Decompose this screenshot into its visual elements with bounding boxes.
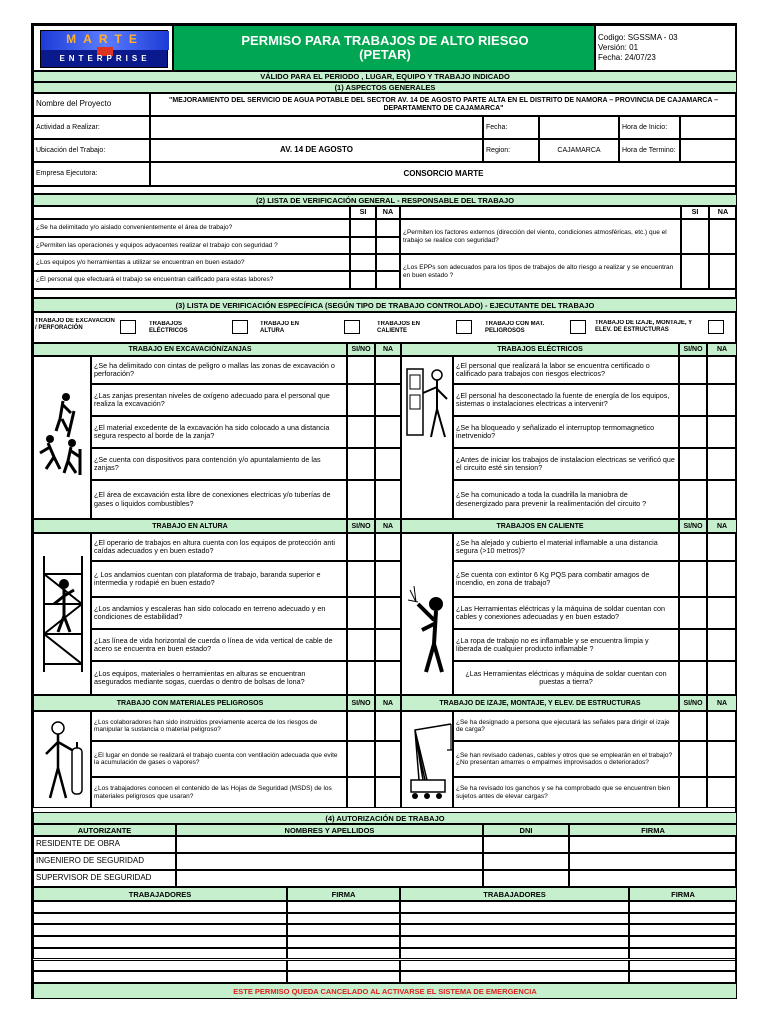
workers-signature-header: FIRMA bbox=[629, 887, 737, 901]
s2-question: ¿El personal que efectuará el trabajo se encuentran calificado para estas labores? bbox=[33, 271, 350, 289]
worker-signature-field[interactable] bbox=[629, 971, 737, 983]
auth-col-header: AUTORIZANTE bbox=[33, 824, 176, 836]
na-checkbox[interactable] bbox=[707, 561, 737, 597]
permit-form bbox=[31, 23, 737, 999]
location-value: AV. 14 DE AGOSTO bbox=[150, 139, 483, 162]
scaffold-worker-icon bbox=[40, 554, 86, 674]
workers-signature-header: FIRMA bbox=[287, 887, 400, 901]
sino-checkbox[interactable] bbox=[347, 448, 375, 480]
s2-question: ¿Los EPPs son adecuados para los tipos de trabajos de alto riesgo a realizar y se encuentran en buen estado ? bbox=[400, 254, 681, 289]
s2-si-checkbox[interactable] bbox=[681, 254, 709, 289]
s2-na-checkbox[interactable] bbox=[376, 219, 400, 237]
type-electrical-checkbox[interactable] bbox=[232, 320, 248, 334]
type-hot-label: TRABAJOS EN CALIENTE bbox=[377, 321, 421, 334]
type-height-checkbox[interactable] bbox=[344, 320, 360, 334]
excavation-question: ¿Se ha delimitado con cintas de peligro o mallas las zonas de excavación o perforación? bbox=[91, 356, 347, 384]
na-checkbox[interactable] bbox=[707, 480, 737, 519]
s2-question: ¿Permiten las operaciones y equipos adyacentes realizar el trabajo con seguridad ? bbox=[33, 237, 350, 254]
work-type-selector bbox=[33, 312, 737, 343]
excavation-illustration-cell bbox=[33, 356, 91, 519]
na-checkbox[interactable] bbox=[707, 777, 737, 808]
sino-header: SI/NO bbox=[679, 343, 707, 356]
sino-checkbox[interactable] bbox=[347, 480, 375, 519]
hot-question: ¿Las Herramientas eléctricas y la máquina de soldar cuentan con cables y conexiones adecuadas y en buen estado? bbox=[453, 597, 679, 629]
excavation-question: ¿El material excedente de la excavación ha sido colocado a una distancia segura respecto al borde de la zanja? bbox=[91, 416, 347, 448]
height-question: ¿Los andamios y escaleras han sido colocado en terreno adecuado y en condiciones de estabilidad? bbox=[91, 597, 347, 629]
authorizer-dni-field[interactable] bbox=[483, 870, 569, 887]
worker-signature-field[interactable] bbox=[287, 936, 400, 948]
electrical-question: ¿Se ha bloqueado y señalizado el interruptop termomagnetico inetrvenido? bbox=[453, 416, 679, 448]
sino-checkbox[interactable] bbox=[347, 629, 375, 661]
worker-signature-field[interactable] bbox=[629, 913, 737, 925]
names-col-header: NOMBRES Y APELLIDOS bbox=[176, 824, 483, 836]
s2-na-checkbox[interactable] bbox=[709, 219, 737, 254]
na-checkbox[interactable] bbox=[375, 416, 401, 448]
lifting-question: ¿Se han revisado cadenas, cables y otros que se emplearán en el trabajo? ¿No presentan amarres o empalmes improvisados o deteriorados? bbox=[453, 741, 679, 777]
worker-name-field[interactable] bbox=[33, 971, 287, 983]
na-checkbox[interactable] bbox=[375, 448, 401, 480]
section1-title: (1) ASPECTOS GENERALES bbox=[33, 82, 737, 93]
project-value: "MEJORAMIENTO DEL SERVICIO DE AGUA POTABLE DEL SECTOR AV. 14 DE AGOSTO PARTE ALTA EN EL DISTRITO DE NAMORA – PROVINCIA DE CAJAMARCA – DEPARTAMENTO DE CAJAMARCA" bbox=[150, 93, 737, 116]
hot-question: ¿Las Herramientas eléctricas y máquina de soldar cuentan con puestas a tierra? bbox=[453, 661, 679, 695]
sino-checkbox[interactable] bbox=[347, 741, 375, 777]
s2-na-checkbox[interactable] bbox=[376, 237, 400, 254]
electrical-question: ¿Se ha comunicado a toda la cuadrilla la maniobra de desenergizado para prevenir la realimentación del circuito ? bbox=[453, 480, 679, 519]
worker-signature-field[interactable] bbox=[287, 913, 400, 925]
type-excavation-checkbox[interactable] bbox=[120, 320, 136, 334]
na-checkbox[interactable] bbox=[375, 777, 401, 808]
sino-checkbox[interactable] bbox=[679, 597, 707, 629]
na-checkbox[interactable] bbox=[707, 597, 737, 629]
section3-title: (3) LISTA DE VERIFICACIÓN ESPECÍFICA (SEGÚN TIPO DE TRABAJO CONTROLADO) - EJECUTANTE DEL TRABAJO bbox=[33, 298, 737, 312]
type-excavation-label: TRABAJO DE EXCAVACIÓN / PERFORACIÓN bbox=[35, 318, 115, 331]
s2-question: ¿Permiten los factores externos (dirección del viento, condiciones atmosféricas, etc.) que el trabajo se realice con seguridad? bbox=[400, 219, 681, 254]
doc-control-cell bbox=[595, 25, 737, 71]
lifting-illustration-cell bbox=[401, 711, 453, 808]
authorizer-name-field[interactable] bbox=[176, 853, 483, 870]
title-cell bbox=[173, 25, 595, 71]
authorizer-signature-field[interactable] bbox=[569, 853, 737, 870]
na-checkbox[interactable] bbox=[375, 384, 401, 416]
worker-name-field[interactable] bbox=[400, 901, 629, 913]
logo-bottom-text: ENTERPRISE bbox=[59, 55, 151, 63]
na-checkbox[interactable] bbox=[707, 384, 737, 416]
sino-checkbox[interactable] bbox=[347, 384, 375, 416]
type-height-label: TRABAJO EN ALTURA bbox=[260, 321, 300, 334]
doc-date: Fecha: 24/07/23 bbox=[598, 54, 656, 62]
excavation-question: ¿Se cuenta con dispositivos para contención y/o apuntalamiento de las zanjas? bbox=[91, 448, 347, 480]
s2-na-header-right: NA bbox=[709, 206, 737, 219]
s2-si-checkbox[interactable] bbox=[350, 219, 376, 237]
worker-name-field[interactable] bbox=[400, 924, 629, 936]
s2-si-checkbox[interactable] bbox=[350, 254, 376, 271]
s2-right-header-blank bbox=[400, 206, 681, 219]
hot-illustration-cell bbox=[401, 533, 453, 695]
electrical-illustration-cell bbox=[401, 356, 453, 519]
excavation-title: TRABAJO EN EXCAVACIÓN/ZANJAS bbox=[33, 343, 347, 356]
height-title: TRABAJO EN ALTURA bbox=[33, 519, 347, 533]
electrical-question: ¿El personal ha desconectado la fuente de energía de los equipos, sistemas o instalaciones electricas a intervenir? bbox=[453, 384, 679, 416]
authorizer-signature-field[interactable] bbox=[569, 870, 737, 887]
region-value: CAJAMARCA bbox=[539, 139, 619, 162]
s2-si-header-right: SI bbox=[681, 206, 709, 219]
worker-name-field[interactable] bbox=[33, 960, 287, 972]
excavation-question: ¿Las zanjas presentan niveles de oxígeno adecuado para el personal que realiza la excavación? bbox=[91, 384, 347, 416]
na-checkbox[interactable] bbox=[707, 356, 737, 384]
na-checkbox[interactable] bbox=[375, 661, 401, 695]
authorizer-signature-field[interactable] bbox=[569, 836, 737, 853]
date-field[interactable] bbox=[539, 116, 619, 139]
na-checkbox[interactable] bbox=[375, 480, 401, 519]
na-checkbox[interactable] bbox=[707, 711, 737, 741]
worker-name-field[interactable] bbox=[400, 960, 629, 972]
sino-header: SI/NO bbox=[679, 695, 707, 711]
type-electrical-label: TRABAJOS ELÉCTRICOS bbox=[149, 321, 188, 334]
na-header: NA bbox=[707, 695, 737, 711]
na-header: NA bbox=[707, 343, 737, 356]
worker-name-field[interactable] bbox=[400, 913, 629, 925]
na-checkbox[interactable] bbox=[375, 741, 401, 777]
hot-question: ¿La ropa de trabajo no es inflamable y se encuentra limpia y liberada de cualquier producto inflamable ? bbox=[453, 629, 679, 661]
type-hazmat-checkbox[interactable] bbox=[570, 320, 586, 334]
spacer-row bbox=[33, 186, 737, 194]
activity-field[interactable] bbox=[150, 116, 483, 139]
hot-title: TRABAJOS EN CALIENTE bbox=[401, 519, 679, 533]
dni-col-header: DNI bbox=[483, 824, 569, 836]
type-lifting-label: TRABAJO DE IZAJE, MONTAJE, Y ELEV. DE ESTRUCTURAS bbox=[595, 320, 693, 333]
start-time-label: Hora de Inicio: bbox=[619, 116, 680, 139]
na-header: NA bbox=[707, 519, 737, 533]
start-time-field[interactable] bbox=[680, 116, 737, 139]
lifting-title: TRABAJO DE IZAJE, MONTAJE, Y ELEV. DE ESTRUCTURAS bbox=[401, 695, 679, 711]
worker-signature-field[interactable] bbox=[629, 901, 737, 913]
authorizer-role: SUPERVISOR DE SEGURIDAD bbox=[33, 870, 176, 887]
sino-checkbox[interactable] bbox=[679, 561, 707, 597]
region-label: Region: bbox=[483, 139, 539, 162]
section4-title: (4) AUTORIZACIÓN DE TRABAJO bbox=[33, 812, 737, 824]
excavation-question: ¿El área de excavación esta libre de conexiones electricas y/o tuberías de gases o liquidos combustibles? bbox=[91, 480, 347, 519]
s2-na-header-left: NA bbox=[376, 206, 400, 219]
doc-code: Codigo: SGSSMA - 03 bbox=[598, 34, 678, 42]
sino-header: SI/NO bbox=[679, 519, 707, 533]
sino-checkbox[interactable] bbox=[679, 384, 707, 416]
lifting-question: ¿Se ha revisado los ganchos y se ha comprobado que se encuentren bien sujetos antes de elevar cargas? bbox=[453, 777, 679, 808]
authorizer-role: RESIDENTE DE OBRA bbox=[33, 836, 176, 853]
sino-checkbox[interactable] bbox=[679, 661, 707, 695]
sino-checkbox[interactable] bbox=[679, 448, 707, 480]
sino-header: SI/NO bbox=[347, 343, 375, 356]
hazmat-worker-icon bbox=[42, 718, 86, 802]
type-hazmat-label: TRABAJO CON MAT. PELIGROSOS bbox=[485, 321, 545, 334]
form-subtitle: (PETAR) bbox=[359, 48, 411, 62]
na-checkbox[interactable] bbox=[707, 661, 737, 695]
worker-signature-field[interactable] bbox=[629, 924, 737, 936]
location-label: Ubicación del Trabajo: bbox=[33, 139, 150, 162]
worker-signature-field[interactable] bbox=[287, 960, 400, 972]
height-question: ¿Las línea de vida horizontal de cuerda o línea de vida vertical de cable de acero se encuentra en buen estado? bbox=[91, 629, 347, 661]
authorizer-role: INGENIERO DE SEGURIDAD bbox=[33, 853, 176, 870]
emergency-footer: ESTE PERMISO QUEDA CANCELADO AL ACTIVARSE EL SISTEMA DE EMERGENCIA bbox=[33, 983, 737, 999]
worker-signature-field[interactable] bbox=[287, 971, 400, 983]
s2-si-checkbox[interactable] bbox=[681, 219, 709, 254]
hazmat-question: ¿Los trabajadores conocen el contenido de las Hojas de Seguridad (MSDS) de los materiales peligrosos que usaran? bbox=[91, 777, 347, 808]
crane-icon bbox=[405, 720, 453, 800]
sino-checkbox[interactable] bbox=[679, 629, 707, 661]
worker-name-field[interactable] bbox=[400, 936, 629, 948]
worker-signature-field[interactable] bbox=[629, 936, 737, 948]
s2-question: ¿Los equipos y/o herramientas a utilizar se encuentran en buen estado? bbox=[33, 254, 350, 271]
sino-checkbox[interactable] bbox=[347, 597, 375, 629]
height-question: ¿ Los andamios cuentan con plataforma de trabajo, baranda superior e intermedia y rodapié en buen estado? bbox=[91, 561, 347, 597]
na-checkbox[interactable] bbox=[707, 416, 737, 448]
s2-si-checkbox[interactable] bbox=[350, 237, 376, 254]
hazmat-question: ¿El lugar en donde se realizará el trabajo cuenta con ventilación adecuada que evite la acumulación de gases o vapores? bbox=[91, 741, 347, 777]
welder-icon bbox=[406, 584, 450, 674]
electrical-question: ¿El personal que realizará la labor se encuentra certificado o calificado para trabajos con riesgos electricos? bbox=[453, 356, 679, 384]
company-logo bbox=[40, 30, 168, 68]
s2-na-checkbox[interactable] bbox=[376, 271, 400, 289]
na-checkbox[interactable] bbox=[707, 741, 737, 777]
worker-name-field[interactable] bbox=[33, 924, 287, 936]
worker-name-field[interactable] bbox=[33, 936, 287, 948]
company-value: CONSORCIO MARTE bbox=[150, 162, 737, 186]
workers-col-header: TRABAJADORES bbox=[33, 887, 287, 901]
s2-question: ¿Se ha delimitado y/o aislado convenientemente el área de trabajo? bbox=[33, 219, 350, 237]
sino-checkbox[interactable] bbox=[679, 356, 707, 384]
s2-na-checkbox[interactable] bbox=[709, 254, 737, 289]
date-label: Fecha: bbox=[483, 116, 539, 139]
hazmat-question: ¿Los colaboradores han sido instruidos previamente acerca de los riesgos de manipular la sustancia o material peligroso? bbox=[91, 711, 347, 741]
sino-checkbox[interactable] bbox=[347, 777, 375, 808]
sino-checkbox[interactable] bbox=[347, 356, 375, 384]
na-checkbox[interactable] bbox=[375, 629, 401, 661]
hazmat-title: TRABAJO CON MATERIALES PELIGROSOS bbox=[33, 695, 347, 711]
lifting-question: ¿Se ha designado a persona que ejecutará las señales para dirigir el izaje de carga? bbox=[453, 711, 679, 741]
hot-question: ¿Se cuenta con extintor 6 Kg PQS para combatir amagos de incendio, en zona de trabajo? bbox=[453, 561, 679, 597]
worker-name-field[interactable] bbox=[33, 948, 287, 960]
s2-left-header-blank bbox=[33, 206, 350, 219]
na-checkbox[interactable] bbox=[707, 629, 737, 661]
s2-si-header-left: SI bbox=[350, 206, 376, 219]
sino-checkbox[interactable] bbox=[347, 533, 375, 561]
sino-checkbox[interactable] bbox=[679, 741, 707, 777]
doc-version: Versión: 01 bbox=[598, 44, 639, 52]
authorizer-name-field[interactable] bbox=[176, 836, 483, 853]
height-question: ¿El operario de trabajos en altura cuenta con los equipos de protección anti caídas adecuados y en buen estado? bbox=[91, 533, 347, 561]
worker-name-field[interactable] bbox=[33, 901, 287, 913]
end-time-field[interactable] bbox=[680, 139, 737, 162]
worker-signature-field[interactable] bbox=[629, 960, 737, 972]
authorizer-dni-field[interactable] bbox=[483, 836, 569, 853]
electrical-question: ¿Antes de iniciar los trabajos de instalacion electricas se verificó que el circuito esté sin tension? bbox=[453, 448, 679, 480]
na-checkbox[interactable] bbox=[375, 711, 401, 741]
sino-checkbox[interactable] bbox=[679, 416, 707, 448]
company-label: Empresa Ejecutora: bbox=[33, 162, 150, 186]
logo-top-text: MARTE bbox=[66, 33, 144, 46]
sino-checkbox[interactable] bbox=[347, 561, 375, 597]
electrical-title: TRABAJOS ELÉCTRICOS bbox=[401, 343, 679, 356]
worker-name-field[interactable] bbox=[400, 948, 629, 960]
na-checkbox[interactable] bbox=[375, 533, 401, 561]
end-time-label: Hora de Termino: bbox=[619, 139, 680, 162]
na-checkbox[interactable] bbox=[707, 533, 737, 561]
spacer-row bbox=[33, 289, 737, 298]
sino-checkbox[interactable] bbox=[679, 711, 707, 741]
na-header: NA bbox=[375, 343, 401, 356]
sino-checkbox[interactable] bbox=[679, 533, 707, 561]
form-title: PERMISO PARA TRABAJOS DE ALTO RIESGO bbox=[241, 34, 529, 48]
worker-signature-field[interactable] bbox=[287, 924, 400, 936]
hazmat-illustration-cell bbox=[33, 711, 91, 808]
na-header: NA bbox=[375, 519, 401, 533]
project-label: Nombre del Proyecto bbox=[33, 93, 150, 116]
sino-checkbox[interactable] bbox=[679, 777, 707, 808]
sino-checkbox[interactable] bbox=[679, 480, 707, 519]
authorizer-name-field[interactable] bbox=[176, 870, 483, 887]
workers-col-header: TRABAJADORES bbox=[400, 887, 629, 901]
type-lifting-checkbox[interactable] bbox=[708, 320, 724, 334]
worker-name-field[interactable] bbox=[400, 971, 629, 983]
authorizer-dni-field[interactable] bbox=[483, 853, 569, 870]
na-checkbox[interactable] bbox=[375, 356, 401, 384]
sino-header: SI/NO bbox=[347, 695, 375, 711]
worker-signature-field[interactable] bbox=[629, 948, 737, 960]
na-checkbox[interactable] bbox=[707, 448, 737, 480]
hot-question: ¿Se ha alejado y cubierto el material inflamable a una distancia segura (>10 metros)? bbox=[453, 533, 679, 561]
type-hot-checkbox[interactable] bbox=[456, 320, 472, 334]
sino-checkbox[interactable] bbox=[347, 711, 375, 741]
worker-signature-field[interactable] bbox=[287, 901, 400, 913]
section2-title: (2) LISTA DE VERIFICACIÓN GENERAL - RESPONSABLE DEL TRABAJO bbox=[33, 194, 737, 206]
electrician-icon bbox=[405, 365, 451, 445]
height-illustration-cell bbox=[33, 533, 91, 695]
validity-banner: VÁLIDO PARA EL PERIODO , LUGAR, EQUIPO Y TRABAJO INDICADO bbox=[33, 71, 737, 82]
height-question: ¿Los equipos, materiales o herramientas en alturas se encuentran asegurados mediante sogas, cuerdas o dentro de bolsas de lona? bbox=[91, 661, 347, 695]
na-header: NA bbox=[375, 695, 401, 711]
na-checkbox[interactable] bbox=[375, 597, 401, 629]
logo-cell bbox=[33, 25, 173, 71]
s2-si-checkbox[interactable] bbox=[350, 271, 376, 289]
sino-checkbox[interactable] bbox=[347, 416, 375, 448]
worker-signature-field[interactable] bbox=[287, 948, 400, 960]
activity-label: Actividad a Realizar: bbox=[33, 116, 150, 139]
sino-header: SI/NO bbox=[347, 519, 375, 533]
na-checkbox[interactable] bbox=[375, 561, 401, 597]
excavation-workers-icon bbox=[38, 387, 88, 487]
worker-name-field[interactable] bbox=[33, 913, 287, 925]
signature-col-header: FIRMA bbox=[569, 824, 737, 836]
s2-na-checkbox[interactable] bbox=[376, 254, 400, 271]
sino-checkbox[interactable] bbox=[347, 661, 375, 695]
